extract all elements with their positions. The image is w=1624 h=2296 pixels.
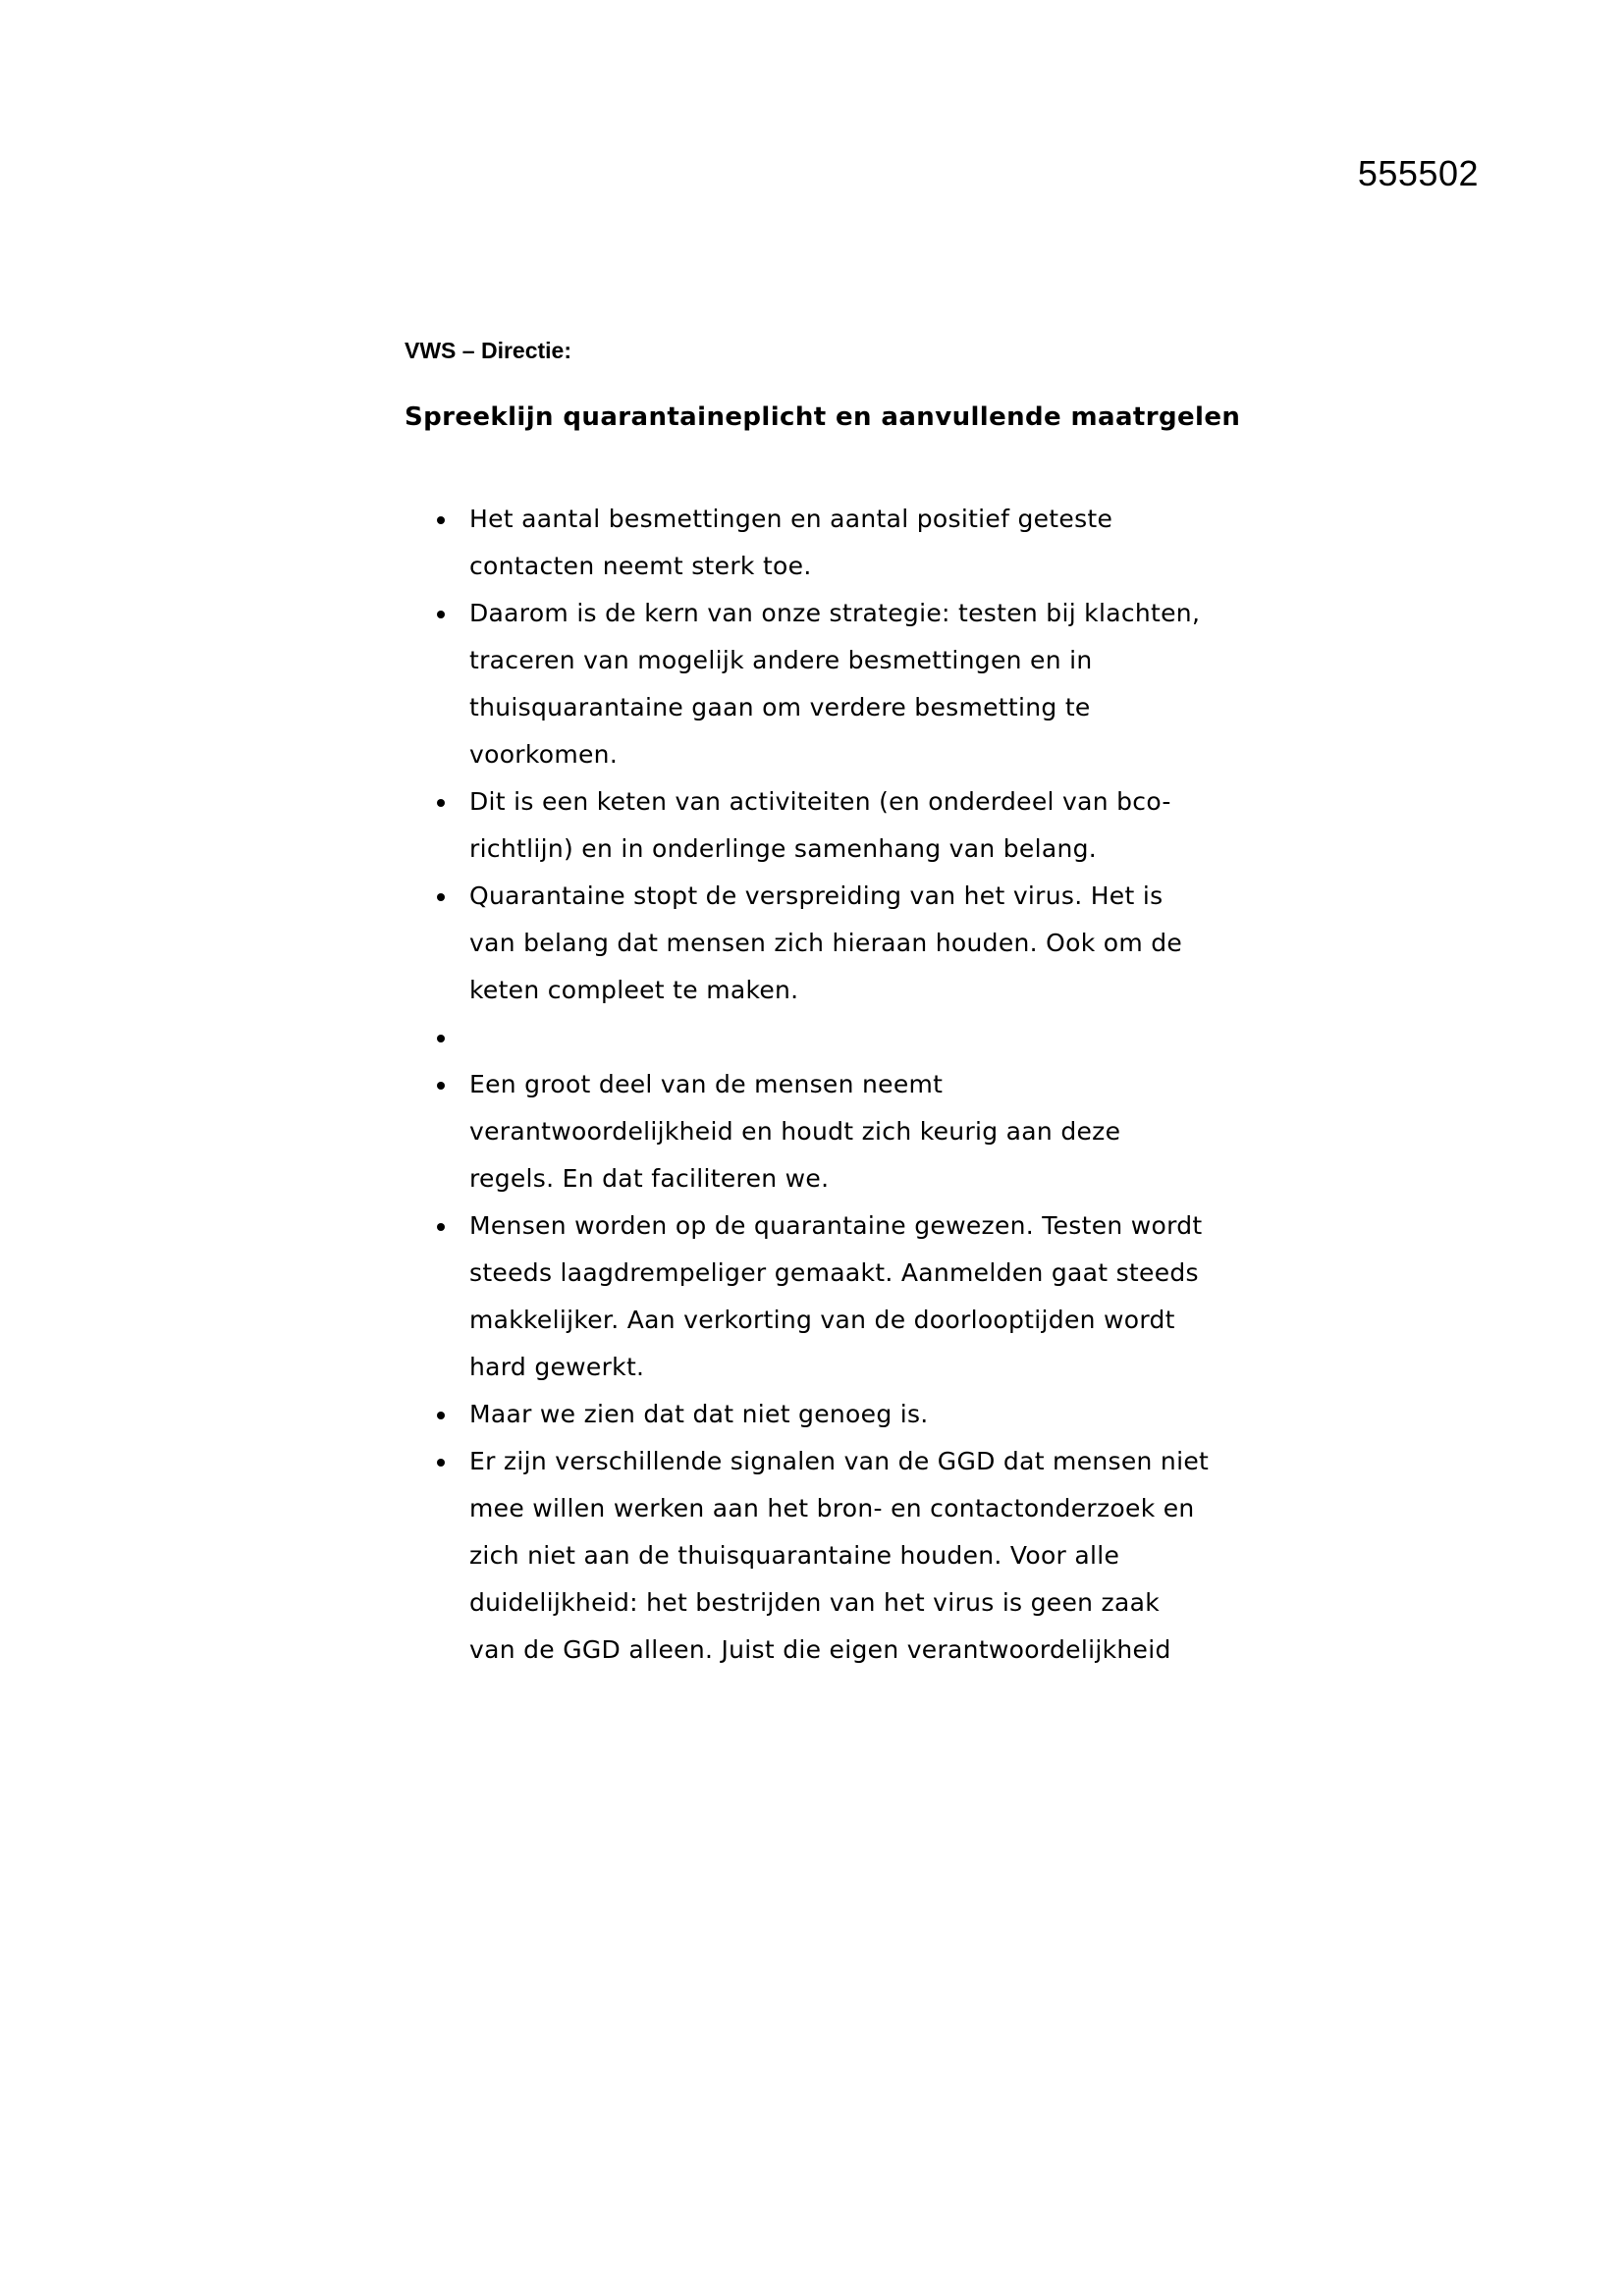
- bullet-dot-icon: [437, 893, 445, 901]
- bullet-text-line: thuisquarantaine gaan om verdere besmetting te: [469, 693, 1091, 721]
- bullet-text-line: regels. En dat faciliteren we.: [469, 1164, 830, 1193]
- bullet-dot-icon: [437, 1082, 445, 1090]
- bullet-text-line: voorkomen.: [469, 740, 619, 769]
- bullet-dot-icon: [437, 1223, 445, 1231]
- bullet-item: [405, 778, 1259, 873]
- bullet-dot-icon: [437, 1035, 445, 1042]
- bullet-dot-icon: [437, 1459, 445, 1467]
- bullet-item: [405, 1438, 1259, 1674]
- bullet-text-line: Quarantaine stopt de verspreiding van het virus. Het is: [469, 881, 1164, 910]
- bullet-dot-icon: [437, 1412, 445, 1419]
- bullet-list: [405, 496, 1259, 1674]
- bullet-text-line: verantwoordelijkheid en houdt zich keurig aan deze: [469, 1117, 1121, 1146]
- bullet-item: [405, 1061, 1259, 1202]
- bullet-text-line: Dit is een keten van activiteiten (en onderdeel van bco-: [469, 787, 1171, 816]
- bullet-text-line: Een groot deel van de mensen neemt: [469, 1070, 944, 1098]
- bullet-text-line: Maar we zien dat dat niet genoeg is.: [469, 1400, 929, 1428]
- bullet-text-line: makkelijker. Aan verkorting van de doorlooptijden wordt: [469, 1306, 1175, 1334]
- bullet-text-line: van belang dat mensen zich hieraan houden. Ook om de: [469, 929, 1183, 957]
- bullet-item: [405, 1391, 1259, 1438]
- bullet-item: [405, 1014, 1259, 1061]
- bullet-item: [405, 496, 1259, 590]
- document-title: Spreeklijn quarantaineplicht en aanvullende maatrgelen: [405, 402, 1241, 432]
- bullet-text-line: steeds laagdrempeliger gemaakt. Aanmelden gaat steeds: [469, 1258, 1199, 1287]
- document-number: 555502: [1357, 153, 1479, 193]
- bullet-item: [405, 590, 1259, 778]
- bullet-text-line: Mensen worden op de quarantaine gewezen. Testen wordt: [469, 1211, 1203, 1240]
- bullet-text-line: hard gewerkt.: [469, 1353, 645, 1381]
- bullet-dot-icon: [437, 611, 445, 618]
- bullet-text-line: duidelijkheid: het bestrijden van het virus is geen zaak: [469, 1588, 1160, 1617]
- bullet-text-line: van de GGD alleen. Juist die eigen verantwoordelijkheid: [469, 1635, 1171, 1664]
- bullet-text-line: keten compleet te maken.: [469, 976, 799, 1004]
- bullet-dot-icon: [437, 516, 445, 524]
- bullet-item: [405, 873, 1259, 1014]
- bullet-item: [405, 1202, 1259, 1391]
- bullet-text-line: zich niet aan de thuisquarantaine houden. Voor alle: [469, 1541, 1120, 1570]
- bullet-text-line: mee willen werken aan het bron- en contactonderzoek en: [469, 1494, 1195, 1522]
- directie-heading: VWS – Directie:: [405, 338, 571, 363]
- bullet-text-line: traceren van mogelijk andere besmettingen en in: [469, 646, 1093, 674]
- bullet-dot-icon: [437, 799, 445, 807]
- bullet-text-line: Het aantal besmettingen en aantal positief geteste: [469, 505, 1113, 533]
- bullet-text-line: Er zijn verschillende signalen van de GGD dat mensen niet: [469, 1447, 1210, 1475]
- bullet-text-line: Daarom is de kern van onze strategie: testen bij klachten,: [469, 599, 1201, 627]
- bullet-text-line: contacten neemt sterk toe.: [469, 552, 812, 580]
- bullet-text-line: richtlijn) en in onderlinge samenhang van belang.: [469, 834, 1098, 863]
